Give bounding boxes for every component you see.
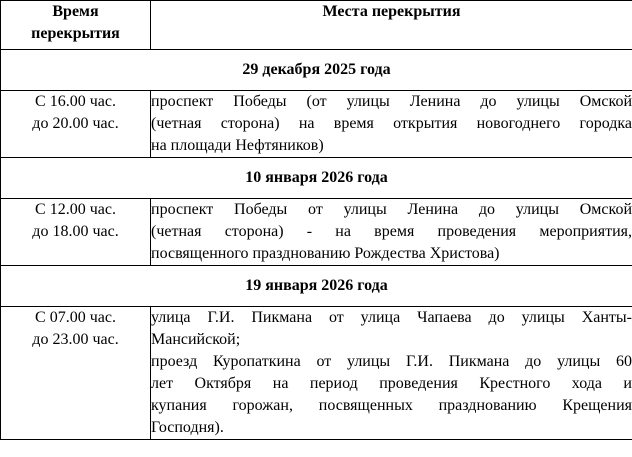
header-place: Места перекрытия [151, 1, 632, 50]
place-line: проезд Куропаткина от улицы Г.И. Пикмана до улицы 60 [151, 353, 632, 370]
header-time-line2: перекрытия [31, 25, 120, 42]
place-line: купания горожан, посвященных празднованию Крещения [151, 397, 632, 414]
header-time [1, 1, 151, 50]
header-time-line1: Время [52, 3, 99, 20]
date-heading: 10 января 2026 года [1, 158, 632, 199]
time-from: С 12.00 час. [35, 201, 116, 218]
place-line: лет Октября на период проведения Крестного хода и [151, 375, 632, 392]
table-row [1, 307, 632, 440]
time-to: до 20.00 час. [32, 115, 119, 132]
header-row [1, 1, 632, 50]
place-cell [151, 307, 632, 440]
place-line: Мансийской; [151, 331, 241, 348]
table-row [1, 199, 632, 266]
place-cell [151, 199, 632, 266]
place-line: проспект Победы от улицы Ленина до улицы Омской [151, 201, 632, 218]
place-line: Господня). [151, 419, 224, 436]
date-row [1, 158, 632, 199]
place-cell [151, 91, 632, 158]
table-row [1, 91, 632, 158]
date-row [1, 50, 632, 91]
date-heading: 19 января 2026 года [1, 266, 632, 307]
time-cell [1, 91, 151, 158]
place-line: на площади Нефтяников) [151, 137, 324, 154]
place-line: проспект Победы (от улицы Ленина до улицы Омской [151, 93, 632, 110]
date-row [1, 266, 632, 307]
time-cell [1, 307, 151, 440]
place-line: посвященного празднованию Рождества Христова) [151, 245, 500, 262]
time-to: до 23.00 час. [32, 331, 119, 348]
time-cell [1, 199, 151, 266]
place-line: (четная сторона) - на время проведения мероприятия, [151, 223, 632, 240]
time-from: С 16.00 час. [35, 93, 116, 110]
place-line: улица Г.И. Пикмана от улица Чапаева до улицы Ханты- [151, 309, 632, 326]
time-to: до 18.00 час. [32, 223, 119, 240]
date-heading: 29 декабря 2025 года [1, 50, 632, 91]
time-from: С 07.00 час. [35, 309, 116, 326]
place-line: (четная сторона) на время открытия новогоднего городка [151, 115, 632, 132]
